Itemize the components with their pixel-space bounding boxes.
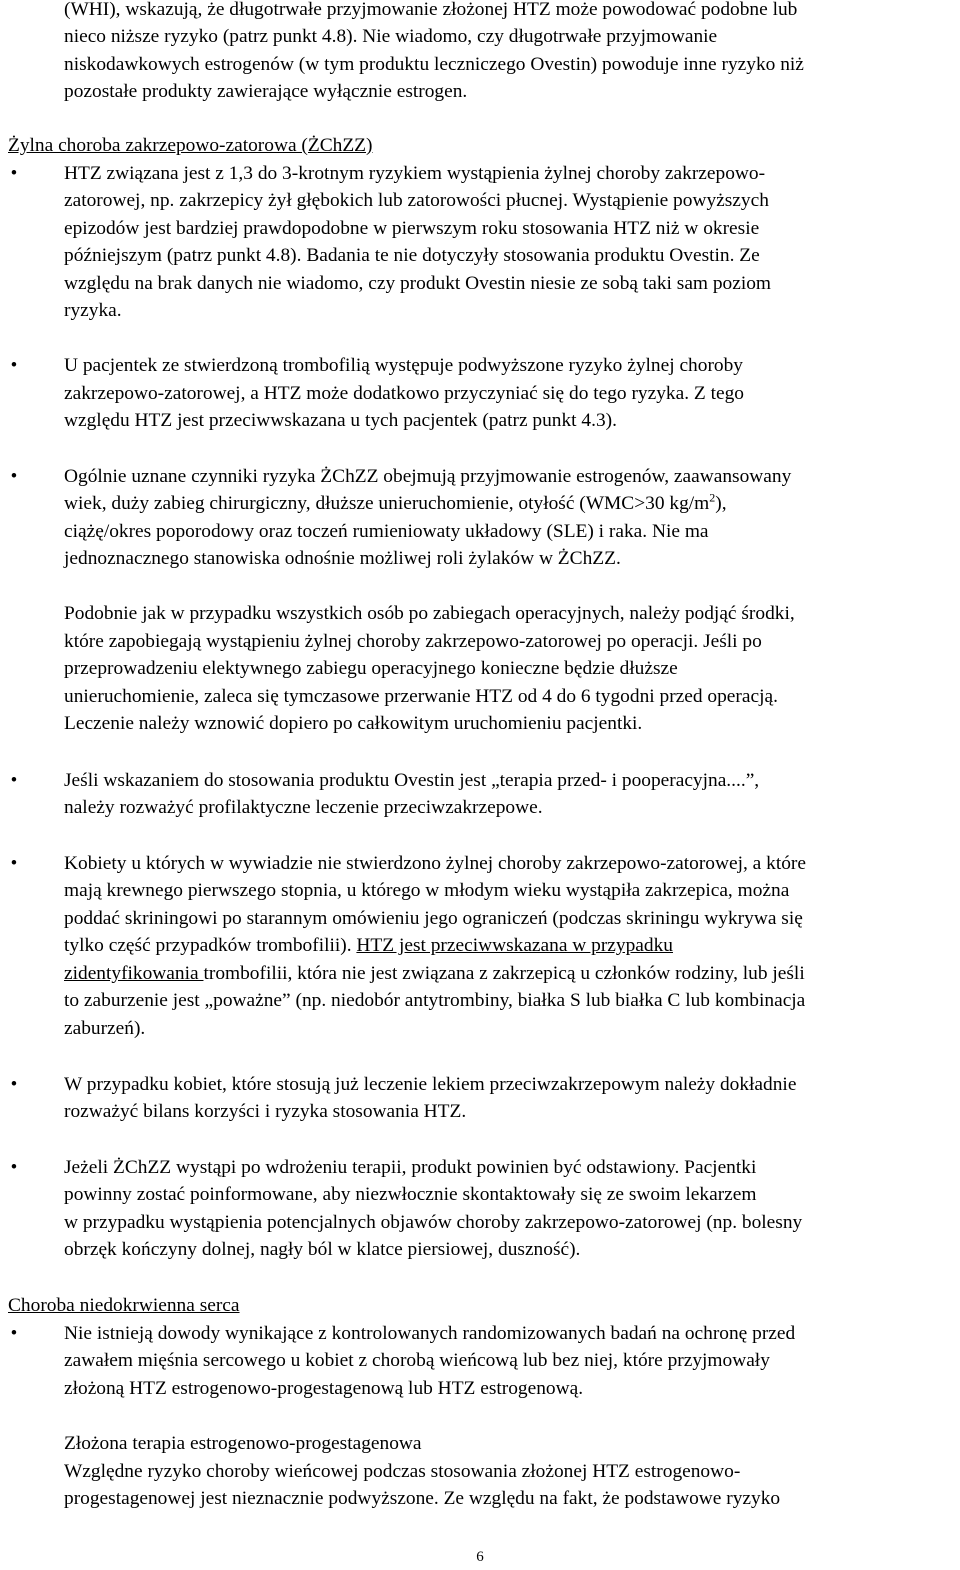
text-line xyxy=(64,490,727,517)
text-line xyxy=(64,932,673,959)
text-line: rozważyć bilans korzyści i ryzyka stosowania HTZ. xyxy=(64,1101,467,1122)
text-line: Ogólnie uznane czynniki ryzyka ŻChZZ obejmują przyjmowanie estrogenów, zaawansowany xyxy=(64,466,792,487)
bullet-icon: • xyxy=(10,1074,18,1095)
underlined-text: HTZ jest przeciwwskazana w przypadku xyxy=(356,935,673,956)
text-line: niskodawkowych estrogenów (w tym produktu leczniczego Ovestin) powoduje inne ryzyko niż xyxy=(64,54,804,75)
text-line: W przypadku kobiet, które stosują już leczenie lekiem przeciwzakrzepowym należy dokładnie xyxy=(64,1074,797,1095)
text-span: wiek, duży zabieg chirurgiczny, dłuższe unieruchomienie, otyłość (WMC>30 kg/m xyxy=(64,493,710,514)
section-heading-cad: Choroba niedokrwienna serca xyxy=(8,1295,240,1316)
text-line: progestagenowej jest nieznacznie podwyższone. Ze względu na fakt, że podstawowe ryzyko xyxy=(64,1488,781,1509)
text-line: powinny zostać poinformowane, aby niezwłocznie skontaktowały się ze swoim lekarzem xyxy=(64,1184,757,1205)
text-line: to zaburzenie jest „poważne” (np. niedobór antytrombiny, białka S lub białka C lub kombinacja xyxy=(64,990,806,1011)
text-line: zakrzepowo-zatorowej, a HTZ może dodatkowo przyczyniać się do tego ryzyka. Z tego xyxy=(64,383,745,404)
text-line: Względne ryzyko choroby wieńcowej podczas stosowania złożonej HTZ estrogenowo- xyxy=(64,1461,741,1482)
bullet-icon: • xyxy=(10,1157,18,1178)
text-line: mają krewnego pierwszego stopnia, u którego w młodym wieku wystąpiła zakrzepica, można xyxy=(64,880,790,901)
bullet-icon: • xyxy=(10,1323,18,1344)
text-line: względu HTZ jest przeciwwskazana u tych pacjentek (patrz punkt 4.3). xyxy=(64,410,617,431)
text-line: zaburzeń). xyxy=(64,1018,146,1039)
text-line: Jeśli wskazaniem do stosowania produktu Ovestin jest „terapia przed- i pooperacyjna....”, xyxy=(64,770,760,791)
text-line: Kobiety u których w wywiadzie nie stwierdzono żylnej choroby zakrzepowo-zatorowej, a które xyxy=(64,853,806,874)
text-line: epizodów jest bardziej prawdopodobne w pierwszym roku stosowania HTZ niż w okresie xyxy=(64,218,760,239)
text-line: U pacjentek ze stwierdzoną trombofilią występuje podwyższone ryzyko żylnej choroby xyxy=(64,355,743,376)
page-number: 6 xyxy=(476,1549,484,1565)
text-line: unieruchomienie, zaleca się tymczasowe przerwanie HTZ od 4 do 6 tygodni przed operacją. xyxy=(64,686,778,707)
text-line: jednoznacznego stanowiska odnośnie możliwej roli żylaków w ŻChZZ. xyxy=(64,548,621,569)
text-line: Nie istnieją dowody wynikające z kontrolowanych randomizowanych badań na ochronę przed xyxy=(64,1323,796,1344)
bullet-icon: • xyxy=(10,355,18,376)
text-span: trombofilii, która nie jest związana z zakrzepicą u członków rodziny, lub jeśli xyxy=(203,963,805,984)
section-heading-vte: Żylna choroba zakrzepowo-zatorowa (ŻChZZ) xyxy=(8,135,373,156)
text-line: poddać skriningowi po starannym omówieniu jego ograniczeń (podczas skriningu wykrywa się xyxy=(64,908,803,929)
text-line: w przypadku wystąpienia potencjalnych objawów choroby zakrzepowo-zatorowej (np. bolesny xyxy=(64,1212,803,1233)
text-line: względu na brak danych nie wiadomo, czy produkt Ovestin niesie ze sobą taki sam poziom xyxy=(64,273,772,294)
text-line: ciążę/okres poporodowy oraz toczeń rumieniowaty układowy (SLE) i raka. Nie ma xyxy=(64,521,709,542)
text-line: nieco niższe ryzyko (patrz punkt 4.8). Nie wiadomo, czy długotrwałe przyjmowanie xyxy=(64,26,718,47)
text-line: ryzyka. xyxy=(64,300,122,321)
text-span: ), xyxy=(715,493,727,514)
bullet-icon: • xyxy=(10,853,18,874)
text-line xyxy=(64,960,805,987)
subheading: Złożona terapia estrogenowo-progestagenowa xyxy=(64,1433,422,1454)
text-line: obrzęk kończyny dolnej, nagły ból w klatce piersiowej, duszność). xyxy=(64,1239,581,1260)
text-line: należy rozważyć profilaktyczne leczenie przeciwzakrzepowe. xyxy=(64,797,543,818)
text-span: tylko część przypadków trombofilii). xyxy=(64,935,357,956)
text-line: Jeżeli ŻChZZ wystąpi po wdrożeniu terapii, produkt powinien być odstawiony. Pacjentki xyxy=(64,1157,757,1178)
text-line: Podobnie jak w przypadku wszystkich osób po zabiegach operacyjnych, należy podjąć środki, xyxy=(64,603,795,624)
text-line: późniejszym (patrz punkt 4.8). Badania te nie dotyczyły stosowania produktu Ovestin. Ze xyxy=(64,245,760,266)
bullet-icon: • xyxy=(10,770,18,791)
text-line: (WHI), wskazują, że długotrwałe przyjmowanie złożonej HTZ może powodować podobne lub xyxy=(64,0,798,20)
text-line: zawałem mięśnia sercowego u kobiet z chorobą wieńcową lub bez niej, które przyjmowały xyxy=(64,1350,770,1371)
superscript: 2 xyxy=(709,490,716,505)
text-line: złożoną HTZ estrogenowo-progestagenową lub HTZ estrogenową. xyxy=(64,1378,584,1399)
text-line: które zapobiegają wystąpieniu żylnej choroby zakrzepowo-zatorowej po operacji. Jeśli po xyxy=(64,631,762,652)
text-line: pozostałe produkty zawierające wyłącznie estrogen. xyxy=(64,81,468,102)
text-line: HTZ związana jest z 1,3 do 3-krotnym ryzykiem wystąpienia żylnej choroby zakrzepowo- xyxy=(64,163,766,184)
text-line: zatorowej, np. zakrzepicy żył głębokich lub zatorowości płucnej. Wystąpienie powyższych xyxy=(64,190,769,211)
text-line: przeprowadzeniu elektywnego zabiegu operacyjnego konieczne będzie dłuższe xyxy=(64,658,678,679)
bullet-icon: • xyxy=(10,466,18,487)
bullet-icon: • xyxy=(10,163,18,184)
underlined-text: zidentyfikowania xyxy=(64,963,204,984)
text-line: Leczenie należy wznowić dopiero po całkowitym uruchomieniu pacjentki. xyxy=(64,713,643,734)
